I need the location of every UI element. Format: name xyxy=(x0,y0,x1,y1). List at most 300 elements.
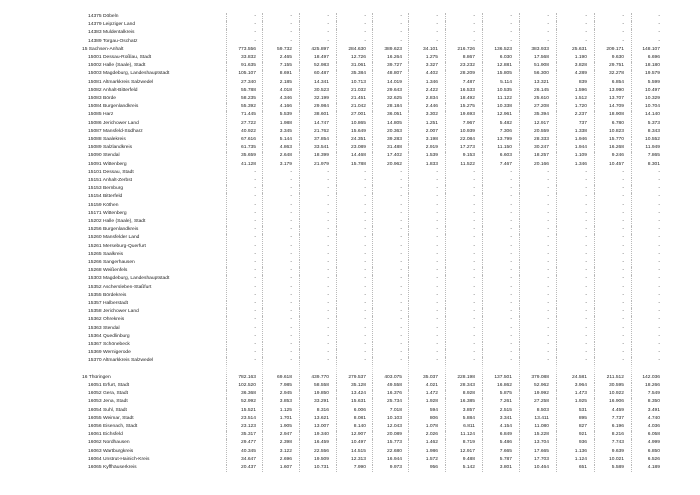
table-cell: 1.275 xyxy=(425,55,438,60)
column-separator xyxy=(372,415,373,423)
table-cell: - xyxy=(364,325,366,331)
column-separator xyxy=(408,95,409,103)
table-cell: 13.990 xyxy=(609,87,624,93)
column-separator xyxy=(262,87,263,95)
table-cell: 4.346 xyxy=(279,96,292,101)
column-separator xyxy=(556,70,557,78)
column-separator xyxy=(408,128,409,136)
table-cell: 22.556 xyxy=(314,448,329,454)
table-cell: 8.867 xyxy=(462,55,475,60)
table-cell: 10.823 xyxy=(609,128,624,134)
table-cell: 11.150 xyxy=(497,145,512,151)
table-cell: 8.691 xyxy=(279,71,292,77)
table-cell: 3.853 xyxy=(279,399,292,405)
column-separator xyxy=(519,308,520,316)
table-cell: - xyxy=(585,202,587,208)
table-cell: - xyxy=(510,268,512,274)
column-separator xyxy=(631,390,632,398)
column-separator xyxy=(408,161,409,169)
table-row xyxy=(0,144,700,152)
column-separator xyxy=(519,152,520,160)
column-separator xyxy=(372,87,373,95)
table-cell: 31.061 xyxy=(351,63,366,69)
column-separator xyxy=(519,185,520,193)
column-separator xyxy=(445,415,446,423)
table-cell: - xyxy=(254,292,256,298)
table-cell: 21.042 xyxy=(351,104,366,110)
table-cell: 21.032 xyxy=(351,87,366,93)
table-cell: - xyxy=(364,30,366,36)
table-cell: - xyxy=(400,276,402,282)
column-separator xyxy=(631,79,632,87)
table-cell: 1.512 xyxy=(574,96,587,101)
table-cell: - xyxy=(254,219,256,224)
column-separator xyxy=(482,21,483,29)
table-cell: - xyxy=(290,301,292,306)
table-cell: - xyxy=(364,292,366,298)
column-separator xyxy=(556,87,557,95)
table-cell: - xyxy=(658,350,660,356)
column-separator xyxy=(262,177,263,185)
table-cell: 6.526 xyxy=(647,456,660,462)
table-cell: - xyxy=(658,210,660,216)
column-separator xyxy=(519,448,520,456)
column-separator xyxy=(408,374,409,382)
table-cell: 33.541 xyxy=(314,145,329,151)
table-cell: - xyxy=(658,276,660,282)
column-separator xyxy=(336,111,337,119)
table-cell: 1.539 xyxy=(425,153,438,159)
column-separator xyxy=(262,251,263,259)
column-separator xyxy=(594,21,595,29)
table-cell: 25.610 xyxy=(534,96,549,101)
row-label: 15367 Schönebeck xyxy=(88,342,130,347)
column-separator xyxy=(445,29,446,37)
column-separator xyxy=(299,144,300,152)
table-cell: 40.922 xyxy=(241,128,256,134)
table-row xyxy=(0,13,700,21)
column-separator xyxy=(226,382,227,390)
column-separator xyxy=(408,21,409,29)
column-separator xyxy=(445,382,446,390)
table-cell: - xyxy=(436,325,438,331)
table-cell: - xyxy=(547,227,549,233)
table-row xyxy=(0,464,700,472)
column-separator xyxy=(519,46,520,54)
column-separator xyxy=(631,357,632,365)
table-cell: - xyxy=(622,178,624,183)
table-cell: 1.928 xyxy=(425,399,438,405)
table-cell: - xyxy=(658,260,660,265)
table-cell: - xyxy=(622,333,624,339)
table-cell: - xyxy=(327,317,329,323)
table-row xyxy=(0,234,700,242)
table-cell: - xyxy=(436,276,438,282)
table-cell: - xyxy=(547,202,549,208)
column-separator xyxy=(226,136,227,144)
column-separator xyxy=(445,398,446,406)
column-separator xyxy=(445,144,446,152)
table-row xyxy=(0,136,700,144)
column-separator xyxy=(262,29,263,37)
column-separator xyxy=(226,366,227,374)
table-cell: 52.992 xyxy=(241,399,256,405)
column-separator xyxy=(226,87,227,95)
table-cell: - xyxy=(547,325,549,331)
table-cell: - xyxy=(254,210,256,216)
table-cell: - xyxy=(290,38,292,44)
column-separator xyxy=(594,390,595,398)
table-cell: 13.707 xyxy=(609,96,624,101)
table-row xyxy=(0,267,700,275)
column-separator xyxy=(519,202,520,210)
column-separator xyxy=(336,292,337,300)
column-separator xyxy=(631,128,632,136)
column-separator xyxy=(556,325,557,333)
column-separator xyxy=(445,128,446,136)
table-cell: - xyxy=(585,301,587,306)
table-row xyxy=(0,103,700,111)
column-separator xyxy=(372,366,373,374)
table-cell: 27.340 xyxy=(241,79,256,85)
table-row xyxy=(0,29,700,37)
table-cell: - xyxy=(290,325,292,331)
table-cell: - xyxy=(400,14,402,19)
table-cell: - xyxy=(473,235,475,241)
column-separator xyxy=(519,382,520,390)
column-separator xyxy=(445,152,446,160)
column-separator xyxy=(372,136,373,144)
table-cell: 1.124 xyxy=(574,456,587,462)
column-separator xyxy=(226,13,227,21)
table-cell: - xyxy=(436,358,438,364)
table-cell: 5.142 xyxy=(462,465,475,470)
column-separator xyxy=(631,275,632,283)
column-separator xyxy=(631,169,632,177)
table-cell: - xyxy=(327,276,329,282)
column-separator xyxy=(299,456,300,464)
column-separator xyxy=(482,243,483,251)
column-separator xyxy=(336,349,337,357)
table-cell: 19.579 xyxy=(645,71,660,77)
column-separator xyxy=(336,128,337,136)
column-separator xyxy=(631,431,632,439)
column-separator xyxy=(408,456,409,464)
table-cell: 5.114 xyxy=(500,79,512,85)
column-separator xyxy=(336,177,337,185)
column-separator xyxy=(299,177,300,185)
column-separator xyxy=(408,341,409,349)
table-cell: 23.232 xyxy=(460,63,475,69)
table-row xyxy=(0,382,700,390)
column-separator xyxy=(445,218,446,226)
column-separator xyxy=(372,349,373,357)
column-separator xyxy=(445,333,446,341)
table-cell: 8.350 xyxy=(647,399,660,405)
column-separator xyxy=(631,456,632,464)
table-cell: - xyxy=(436,194,438,200)
table-cell: 28.184 xyxy=(387,104,402,110)
table-cell: - xyxy=(364,235,366,241)
table-cell: - xyxy=(436,235,438,241)
column-separator xyxy=(445,267,446,275)
column-separator xyxy=(594,136,595,144)
table-cell: 956 xyxy=(429,465,438,470)
table-row xyxy=(0,325,700,333)
column-separator xyxy=(519,177,520,185)
column-separator xyxy=(556,234,557,242)
column-separator xyxy=(594,284,595,292)
table-cell: 21.979 xyxy=(314,161,329,167)
column-separator xyxy=(445,341,446,349)
column-separator xyxy=(482,316,483,324)
column-separator xyxy=(482,366,483,374)
table-cell: 2.947 xyxy=(279,432,292,438)
column-separator xyxy=(482,103,483,111)
column-separator xyxy=(482,79,483,87)
table-cell: 3.122 xyxy=(279,448,292,454)
column-separator xyxy=(408,448,409,456)
table-cell: 71.445 xyxy=(241,112,256,118)
column-separator xyxy=(299,46,300,54)
table-cell: 136.523 xyxy=(494,46,512,52)
table-cell: 3.327 xyxy=(425,63,438,69)
table-cell: 6.058 xyxy=(647,432,660,438)
column-separator xyxy=(594,169,595,177)
table-cell: - xyxy=(585,317,587,323)
table-cell: - xyxy=(622,169,624,175)
column-separator xyxy=(372,46,373,54)
table-cell: - xyxy=(290,169,292,175)
table-cell: 17.402 xyxy=(387,153,402,159)
table-cell: - xyxy=(436,30,438,36)
table-cell: - xyxy=(547,276,549,282)
column-separator xyxy=(519,341,520,349)
column-separator xyxy=(262,398,263,406)
table-cell: - xyxy=(547,22,549,28)
column-separator xyxy=(594,316,595,324)
column-separator xyxy=(226,415,227,423)
column-separator xyxy=(262,325,263,333)
column-separator xyxy=(372,38,373,46)
table-cell: 29.984 xyxy=(314,104,329,110)
table-cell: - xyxy=(436,292,438,298)
table-cell: - xyxy=(290,194,292,200)
column-separator xyxy=(299,398,300,406)
column-separator xyxy=(631,251,632,259)
column-separator xyxy=(445,202,446,210)
table-cell: 21.762 xyxy=(314,128,329,134)
table-cell: - xyxy=(254,276,256,282)
table-cell: - xyxy=(473,186,475,192)
table-cell: - xyxy=(585,268,587,274)
table-cell: 16.944 xyxy=(387,456,402,462)
column-separator xyxy=(519,333,520,341)
table-cell: - xyxy=(327,14,329,19)
table-cell: - xyxy=(510,235,512,241)
table-cell: 31.488 xyxy=(387,145,402,151)
column-separator xyxy=(299,70,300,78)
column-separator xyxy=(556,341,557,349)
table-cell: 4.166 xyxy=(279,104,292,110)
table-cell: 16.533 xyxy=(460,87,475,93)
column-separator xyxy=(299,193,300,201)
table-cell: 38.601 xyxy=(314,112,329,118)
table-cell: - xyxy=(547,38,549,44)
table-cell: 15.275 xyxy=(460,104,475,110)
column-separator xyxy=(336,29,337,37)
column-separator xyxy=(556,423,557,431)
table-cell: 28.343 xyxy=(460,383,475,388)
column-separator xyxy=(445,38,446,46)
column-separator xyxy=(445,161,446,169)
table-cell: 137.501 xyxy=(494,374,512,380)
column-separator xyxy=(299,366,300,374)
column-separator xyxy=(262,136,263,144)
table-cell: - xyxy=(473,342,475,347)
column-separator xyxy=(482,325,483,333)
table-cell: 1.944 xyxy=(574,145,587,151)
table-cell: 25.734 xyxy=(387,399,402,405)
table-cell: - xyxy=(400,235,402,241)
column-separator xyxy=(594,161,595,169)
column-separator xyxy=(482,275,483,283)
column-separator xyxy=(631,46,632,54)
column-separator xyxy=(262,234,263,242)
column-separator xyxy=(408,218,409,226)
column-separator xyxy=(299,259,300,267)
table-cell: 379.088 xyxy=(531,374,549,380)
column-separator xyxy=(631,341,632,349)
table-cell: 3.341 xyxy=(499,415,512,421)
table-cell: - xyxy=(254,30,256,36)
table-cell: 12.907 xyxy=(351,432,366,438)
column-separator xyxy=(556,448,557,456)
column-separator xyxy=(226,423,227,431)
column-separator xyxy=(262,366,263,374)
column-separator xyxy=(631,325,632,333)
column-separator xyxy=(519,29,520,37)
table-cell: - xyxy=(290,202,292,208)
column-separator xyxy=(299,202,300,210)
column-separator xyxy=(226,243,227,251)
column-separator xyxy=(262,169,263,177)
table-cell: - xyxy=(364,219,366,224)
column-separator xyxy=(482,120,483,128)
table-cell: - xyxy=(473,358,475,364)
column-separator xyxy=(519,234,520,242)
column-separator xyxy=(372,144,373,152)
column-separator xyxy=(372,243,373,251)
table-cell: - xyxy=(658,14,660,19)
column-separator xyxy=(408,202,409,210)
column-separator xyxy=(336,161,337,169)
table-cell: 921 xyxy=(578,432,587,438)
table-cell: 8.343 xyxy=(647,128,660,134)
table-row xyxy=(0,185,700,193)
table-cell: - xyxy=(658,202,660,208)
column-separator xyxy=(408,292,409,300)
table-cell: 9.630 xyxy=(611,55,624,60)
column-separator xyxy=(408,284,409,292)
table-cell: 51.908 xyxy=(534,63,549,69)
table-cell: 10.704 xyxy=(645,104,660,110)
column-separator xyxy=(445,243,446,251)
column-separator xyxy=(262,144,263,152)
column-separator xyxy=(336,218,337,226)
column-separator xyxy=(556,333,557,341)
table-cell: - xyxy=(473,284,475,290)
table-cell: 7.261 xyxy=(499,399,512,405)
table-cell: - xyxy=(364,342,366,347)
table-cell: 35.384 xyxy=(351,71,366,77)
column-separator xyxy=(408,423,409,431)
table-row xyxy=(0,243,700,251)
column-separator xyxy=(408,439,409,447)
table-cell: 12.881 xyxy=(497,63,512,69)
table-cell: 1.346 xyxy=(425,79,438,85)
column-separator xyxy=(556,136,557,144)
table-cell: - xyxy=(290,178,292,183)
table-cell: - xyxy=(585,186,587,192)
table-row xyxy=(0,390,700,398)
column-separator xyxy=(594,464,595,472)
table-cell: 15.788 xyxy=(351,161,366,167)
table-cell: - xyxy=(436,14,438,19)
column-separator xyxy=(519,267,520,275)
table-cell: 12.313 xyxy=(351,456,366,462)
table-cell: - xyxy=(400,178,402,183)
column-separator xyxy=(631,177,632,185)
column-separator xyxy=(336,70,337,78)
table-cell: 35.394 xyxy=(534,112,549,118)
table-row xyxy=(0,275,700,283)
column-separator xyxy=(408,185,409,193)
table-cell: 2.446 xyxy=(425,104,438,110)
column-separator xyxy=(631,439,632,447)
table-cell: 32.625 xyxy=(387,96,402,101)
column-separator xyxy=(556,366,557,374)
column-separator xyxy=(226,152,227,160)
table-cell: 15.649 xyxy=(351,128,366,134)
column-separator xyxy=(408,431,409,439)
table-cell: - xyxy=(510,276,512,282)
column-separator xyxy=(226,29,227,37)
table-cell: 27.001 xyxy=(351,112,366,118)
table-cell: 773.556 xyxy=(238,46,256,52)
column-separator xyxy=(226,259,227,267)
table-cell: 32.278 xyxy=(609,71,624,77)
column-separator xyxy=(336,226,337,234)
column-separator xyxy=(482,374,483,382)
table-cell: 23.514 xyxy=(241,415,256,421)
column-separator xyxy=(408,243,409,251)
table-cell: 7.155 xyxy=(279,63,292,69)
column-separator xyxy=(299,128,300,136)
column-separator xyxy=(482,29,483,37)
column-separator xyxy=(556,95,557,103)
table-cell: 10.497 xyxy=(351,440,366,446)
column-separator xyxy=(482,448,483,456)
table-cell: 839 xyxy=(578,79,587,85)
table-cell: 2.237 xyxy=(574,112,587,118)
table-cell: - xyxy=(547,186,549,192)
column-separator xyxy=(226,333,227,341)
table-cell: - xyxy=(254,325,256,331)
table-cell: - xyxy=(436,260,438,265)
column-separator xyxy=(372,382,373,390)
column-separator xyxy=(299,374,300,382)
